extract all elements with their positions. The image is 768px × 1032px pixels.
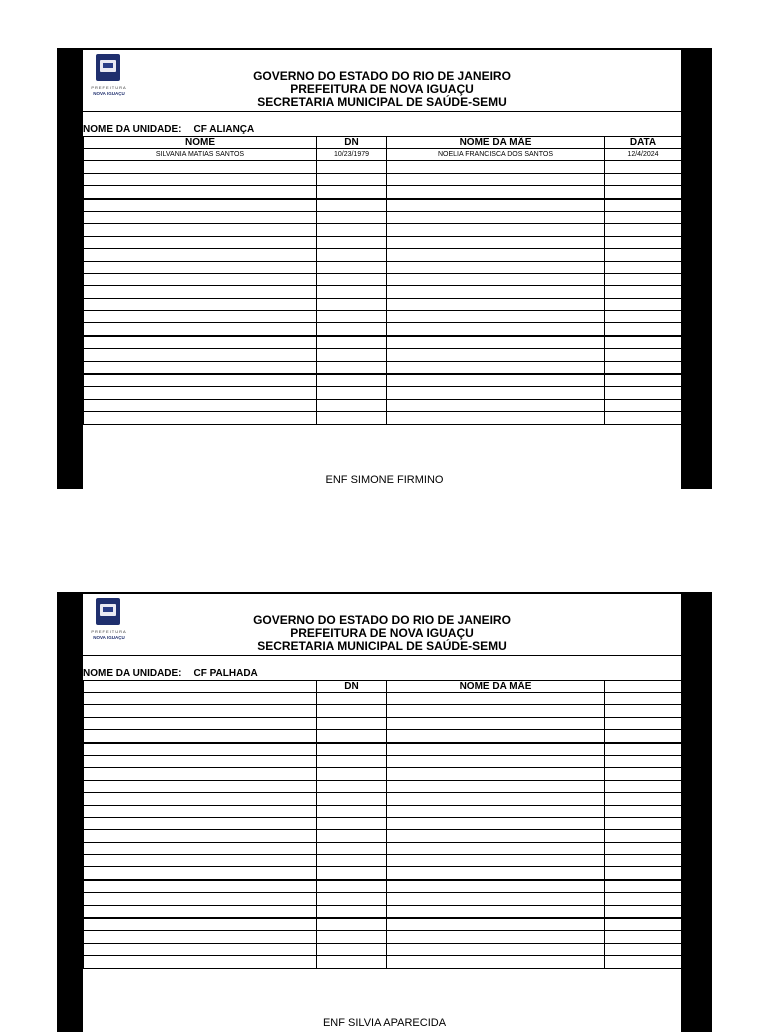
cell-nome-da-mae [387,705,605,717]
cell-data [605,161,682,173]
logo-text-prefeitura: PREFEITURA [91,85,127,90]
cell-nome-da-mae [387,387,605,399]
cell-nome [84,730,317,743]
table-row [84,943,682,955]
top-rule [83,592,681,594]
top-rule [83,48,681,50]
cell-data [605,211,682,223]
cell-dn [317,880,387,893]
table-row [84,830,682,842]
column-header-dn: DN [317,681,387,693]
unit-value: CF ALIANÇA [193,124,255,135]
table-row [84,880,682,893]
column-header-nome [84,681,317,693]
cell-nome [84,931,317,943]
table-row [84,805,682,817]
cell-dn [317,236,387,248]
cell-dn: 10/23/1979 [317,149,387,161]
crest-icon [96,54,120,81]
cell-nome [84,323,317,336]
cell-data [605,793,682,805]
cell-data [605,717,682,729]
cell-data [605,805,682,817]
cell-nome [84,842,317,854]
cell-dn [317,412,387,424]
cell-nome-da-mae [387,311,605,323]
cell-data [605,249,682,261]
table-row [84,211,682,223]
table-row [84,918,682,931]
table-row [84,173,682,185]
cell-nome-da-mae [387,361,605,374]
cell-nome-da-mae [387,805,605,817]
cell-data [605,880,682,893]
cell-nome [84,387,317,399]
table-row [84,361,682,374]
cell-nome [84,693,317,705]
cell-dn [317,705,387,717]
heading-line-secretaria: SECRETARIA MUNICIPAL DE SAÚDE-SEMU [257,639,507,653]
heading-line-government: GOVERNO DO ESTADO DO RIO DE JANEIRO [253,69,511,83]
table-row [84,693,682,705]
cell-nome [84,361,317,374]
table-row [84,261,682,273]
cell-dn [317,793,387,805]
form-heading [187,70,577,109]
cell-nome [84,199,317,212]
form-heading [187,614,577,653]
cell-dn [317,349,387,361]
unit-label: NOME DA UNIDADE: [83,124,182,135]
table-row [84,311,682,323]
table-row [84,249,682,261]
cell-nome [84,956,317,968]
cell-data [605,755,682,767]
cell-data [605,768,682,780]
cell-dn [317,780,387,792]
cell-dn [317,743,387,756]
patient-table [83,136,682,425]
table-row [84,780,682,792]
cell-nome-da-mae: NOELIA FRANCISCA DOS SANTOS [387,149,605,161]
cell-data [605,273,682,285]
signature-text: ENF SIMONE FIRMINO [325,474,444,486]
cell-nome-da-mae [387,817,605,829]
column-header-data: DATA [605,137,682,149]
cell-nome-da-mae [387,755,605,767]
cell-nome-da-mae [387,842,605,854]
prefeitura-logo [90,54,128,96]
table-row [84,323,682,336]
table-row [84,387,682,399]
cell-dn [317,161,387,173]
table-row [84,186,682,199]
heading-line-government: GOVERNO DO ESTADO DO RIO DE JANEIRO [253,613,511,627]
cell-dn [317,693,387,705]
cell-nome-da-mae [387,693,605,705]
cell-dn [317,361,387,374]
cell-nome-da-mae [387,743,605,756]
cell-data [605,931,682,943]
cell-data [605,918,682,931]
cell-nome-da-mae [387,918,605,931]
table-row [84,743,682,756]
cell-nome-da-mae [387,336,605,349]
table-row [84,705,682,717]
cell-nome: SILVANIA MATIAS SANTOS [84,149,317,161]
table-row [84,768,682,780]
cell-nome-da-mae [387,768,605,780]
table-row [84,374,682,387]
unit-value: CF PALHADA [193,668,258,679]
cell-nome-da-mae [387,931,605,943]
cell-nome [84,311,317,323]
cell-nome-da-mae [387,943,605,955]
cell-nome [84,830,317,842]
cell-dn [317,855,387,867]
cell-nome-da-mae [387,224,605,236]
cell-nome-da-mae [387,161,605,173]
heading-line-prefeitura: PREFEITURA DE NOVA IGUAÇU [290,82,474,96]
table-row [84,855,682,867]
cell-dn [317,717,387,729]
cell-data [605,780,682,792]
table-row [84,817,682,829]
cell-dn [317,311,387,323]
cell-nome-da-mae [387,880,605,893]
table-row [84,717,682,729]
header-divider [83,111,681,112]
cell-data [605,387,682,399]
form-sheet-1 [57,48,712,489]
cell-nome-da-mae [387,717,605,729]
cell-dn [317,387,387,399]
cell-data [605,905,682,918]
prefeitura-logo [90,598,128,640]
cell-nome [84,705,317,717]
cell-data [605,943,682,955]
cell-dn [317,249,387,261]
cell-dn [317,199,387,212]
cell-data [605,893,682,905]
cell-nome [84,918,317,931]
cell-dn [317,730,387,743]
left-border-bar [57,592,83,1032]
cell-data [605,374,682,387]
column-header-nome-da-mae: NOME DA MÃE [387,137,605,149]
table-row [84,931,682,943]
cell-data [605,399,682,411]
cell-nome-da-mae [387,173,605,185]
right-border-bar [681,48,712,489]
cell-dn [317,399,387,411]
cell-nome [84,817,317,829]
cell-nome [84,249,317,261]
cell-dn [317,224,387,236]
cell-data [605,224,682,236]
left-border-bar [57,48,83,489]
cell-nome-da-mae [387,793,605,805]
right-border-bar [681,592,712,1032]
cell-data [605,730,682,743]
table-row [84,149,682,161]
cell-data: 12/4/2024 [605,149,682,161]
table-row [84,956,682,968]
cell-dn [317,867,387,880]
cell-nome [84,286,317,298]
table-row [84,273,682,285]
cell-data [605,199,682,212]
cell-nome [84,186,317,199]
cell-nome-da-mae [387,830,605,842]
table-row [84,199,682,212]
cell-nome-da-mae [387,236,605,248]
cell-nome [84,374,317,387]
cell-nome [84,743,317,756]
cell-data [605,261,682,273]
cell-data [605,286,682,298]
cell-nome [84,893,317,905]
unit-field [83,668,258,679]
cell-dn [317,918,387,931]
cell-dn [317,768,387,780]
cell-dn [317,173,387,185]
cell-nome-da-mae [387,780,605,792]
cell-dn [317,956,387,968]
table-row [84,867,682,880]
cell-data [605,336,682,349]
column-header-data [605,681,682,693]
cell-dn [317,374,387,387]
unit-field [83,124,254,135]
cell-nome [84,905,317,918]
table-row [84,298,682,310]
cell-data [605,186,682,199]
logo-text-city: NOVA IGUAÇU [93,635,125,640]
cell-dn [317,186,387,199]
cell-data [605,817,682,829]
cell-nome [84,793,317,805]
cell-nome-da-mae [387,399,605,411]
column-header-nome: NOME [84,137,317,149]
cell-data [605,855,682,867]
cell-nome-da-mae [387,956,605,968]
cell-dn [317,323,387,336]
table-row [84,224,682,236]
cell-dn [317,893,387,905]
table-row [84,730,682,743]
cell-nome-da-mae [387,211,605,223]
cell-nome [84,780,317,792]
cell-data [605,323,682,336]
crest-icon [96,598,120,625]
table-header-row [84,137,682,149]
table-row [84,286,682,298]
cell-data [605,842,682,854]
cell-nome [84,717,317,729]
cell-dn [317,817,387,829]
cell-nome-da-mae [387,323,605,336]
cell-nome [84,867,317,880]
cell-nome [84,805,317,817]
cell-data [605,236,682,248]
cell-dn [317,830,387,842]
cell-nome [84,336,317,349]
header-divider [83,655,681,656]
cell-nome-da-mae [387,186,605,199]
cell-nome-da-mae [387,893,605,905]
table-header-row [84,681,682,693]
cell-nome-da-mae [387,286,605,298]
cell-nome [84,880,317,893]
table-row [84,412,682,424]
cell-dn [317,286,387,298]
cell-nome [84,412,317,424]
heading-line-prefeitura: PREFEITURA DE NOVA IGUAÇU [290,626,474,640]
cell-nome [84,399,317,411]
patient-table [83,680,682,969]
cell-data [605,705,682,717]
cell-dn [317,261,387,273]
cell-dn [317,298,387,310]
cell-nome [84,855,317,867]
cell-data [605,743,682,756]
cell-nome [84,298,317,310]
table-row [84,842,682,854]
table-row [84,336,682,349]
cell-nome-da-mae [387,261,605,273]
cell-data [605,693,682,705]
cell-nome [84,261,317,273]
cell-data [605,349,682,361]
form-sheet-2 [57,592,712,1032]
cell-data [605,311,682,323]
cell-nome-da-mae [387,199,605,212]
cell-dn [317,211,387,223]
cell-data [605,361,682,374]
cell-nome [84,224,317,236]
cell-data [605,298,682,310]
unit-label: NOME DA UNIDADE: [83,668,182,679]
cell-nome-da-mae [387,867,605,880]
table-row [84,893,682,905]
logo-text-city: NOVA IGUAÇU [93,91,125,96]
heading-line-secretaria: SECRETARIA MUNICIPAL DE SAÚDE-SEMU [257,95,507,109]
cell-dn [317,943,387,955]
cell-nome [84,236,317,248]
column-header-dn: DN [317,137,387,149]
column-header-nome-da-mae: NOME DA MÃE [387,681,605,693]
logo-text-prefeitura: PREFEITURA [91,629,127,634]
cell-nome-da-mae [387,730,605,743]
cell-dn [317,805,387,817]
cell-nome-da-mae [387,249,605,261]
cell-dn [317,905,387,918]
cell-nome [84,755,317,767]
cell-nome-da-mae [387,349,605,361]
cell-nome [84,161,317,173]
cell-nome-da-mae [387,298,605,310]
signature-text: ENF SILVIA APARECIDA [322,1017,447,1029]
cell-dn [317,336,387,349]
cell-data [605,412,682,424]
cell-dn [317,273,387,285]
cell-data [605,867,682,880]
cell-nome-da-mae [387,374,605,387]
table-row [84,236,682,248]
cell-data [605,956,682,968]
table-row [84,161,682,173]
table-row [84,755,682,767]
cell-nome [84,943,317,955]
cell-dn [317,755,387,767]
cell-nome [84,211,317,223]
table-row [84,793,682,805]
cell-nome-da-mae [387,273,605,285]
cell-nome-da-mae [387,905,605,918]
cell-nome-da-mae [387,855,605,867]
cell-dn [317,931,387,943]
cell-nome-da-mae [387,412,605,424]
cell-nome [84,273,317,285]
cell-nome [84,173,317,185]
table-row [84,399,682,411]
cell-dn [317,842,387,854]
table-row [84,349,682,361]
cell-data [605,830,682,842]
cell-data [605,173,682,185]
cell-nome [84,349,317,361]
table-row [84,905,682,918]
cell-nome [84,768,317,780]
